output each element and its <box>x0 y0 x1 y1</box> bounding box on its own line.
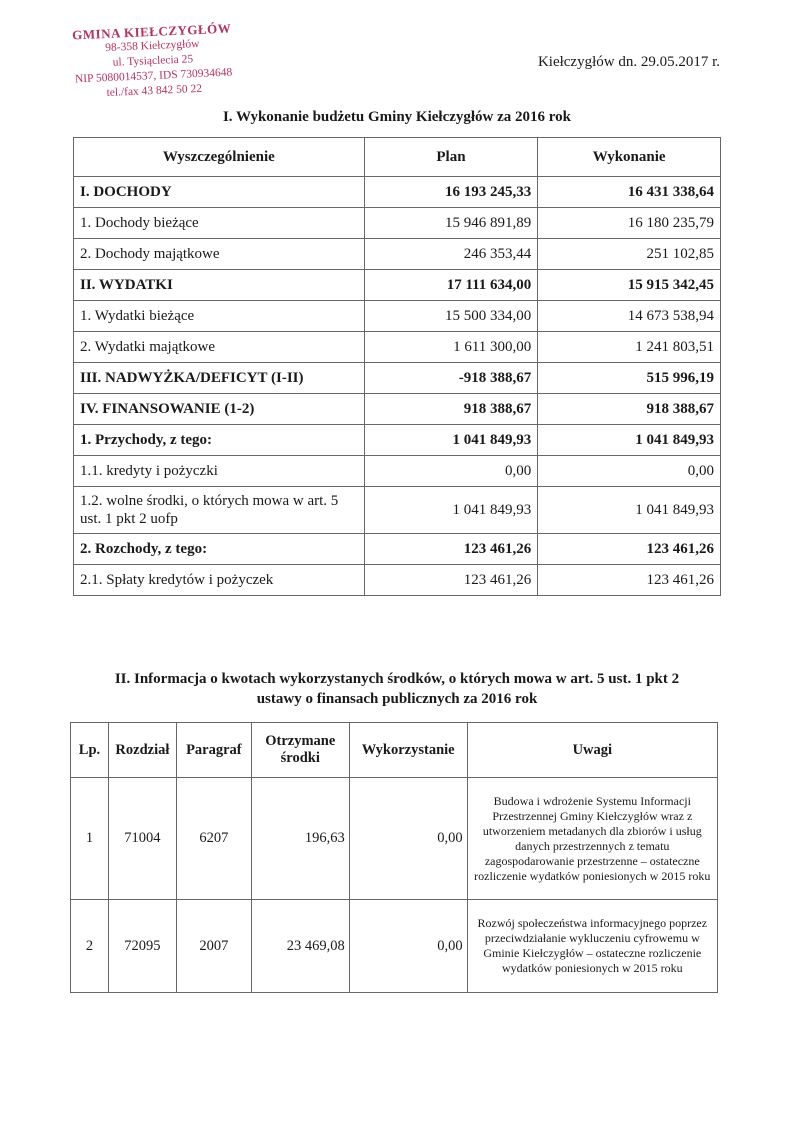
row-plan: 123 461,26 <box>364 534 538 565</box>
table-row <box>74 394 721 425</box>
row-wykonanie: 1 241 803,51 <box>538 332 721 363</box>
row-plan: 246 353,44 <box>364 239 538 270</box>
row-label: 1.1. kredyty i pożyczki <box>74 456 365 487</box>
stamp-street: ul. Tysiąclecia 25 <box>112 53 194 69</box>
header-lp: Lp. <box>71 723 109 778</box>
row-plan: 16 193 245,33 <box>364 177 538 208</box>
table-row <box>71 900 718 993</box>
row-plan: 15 500 334,00 <box>364 301 538 332</box>
row-plan: 1 611 300,00 <box>364 332 538 363</box>
header-otrzymane: Otrzymane środki <box>251 723 349 778</box>
row-plan: 0,00 <box>364 456 538 487</box>
stamp-phone: tel./fax 43 842 50 22 <box>106 82 203 100</box>
table-row <box>74 456 721 487</box>
stamp-name: GMINA KIEŁCZYGŁÓW <box>71 20 232 43</box>
row-rozdzial: 72095 <box>108 900 176 993</box>
funds-table <box>70 722 718 993</box>
header-wykorzystanie: Wykorzystanie <box>349 723 467 778</box>
section2-title-line1: II. Informacja o kwotach wykorzystanych środków, o których mowa w art. 5 ust. 1 pkt 2 <box>114 671 680 687</box>
row-wykonanie: 16 431 338,64 <box>538 177 721 208</box>
table-row <box>74 425 721 456</box>
section2-title-line2: ustawy o finansach publicznych za 2016 rok <box>256 691 538 707</box>
row-label: I. DOCHODY <box>74 177 365 208</box>
row-otrzymane: 196,63 <box>251 778 349 900</box>
header-rozdzial: Rozdział <box>108 723 176 778</box>
header-wykonanie: Wykonanie <box>538 138 721 177</box>
row-wykonanie: 16 180 235,79 <box>538 208 721 239</box>
row-label: 2.1. Spłaty kredytów i pożyczek <box>74 565 365 596</box>
row-plan: 918 388,67 <box>364 394 538 425</box>
section1-title: I. Wykonanie budżetu Gminy Kiełczygłów za 2016 rok <box>222 109 572 125</box>
stamp-nip: NIP 5080014537, IDS 730934648 <box>74 66 233 86</box>
row-lp: 1 <box>71 778 109 900</box>
table-row <box>74 177 721 208</box>
funds-table-header <box>71 723 718 778</box>
row-wykonanie: 14 673 538,94 <box>538 301 721 332</box>
table-row <box>74 270 721 301</box>
row-wykonanie: 918 388,67 <box>538 394 721 425</box>
row-plan: -918 388,67 <box>364 363 538 394</box>
row-label: IV. FINANSOWANIE (1-2) <box>74 394 365 425</box>
row-wykonanie: 515 996,19 <box>538 363 721 394</box>
row-wykonanie: 123 461,26 <box>538 565 721 596</box>
row-lp: 2 <box>71 900 109 993</box>
budget-table <box>73 137 721 596</box>
row-paragraf: 6207 <box>176 778 251 900</box>
table-row <box>74 363 721 394</box>
row-label: 1. Przychody, z tego: <box>74 425 365 456</box>
row-label: 2. Dochody majątkowe <box>74 239 365 270</box>
row-wykonanie: 0,00 <box>538 456 721 487</box>
row-label: 1.2. wolne środki, o których mowa w art. 5 ust. 1 pkt 2 uofp <box>74 487 365 534</box>
row-wykonanie: 1 041 849,93 <box>538 425 721 456</box>
table-row <box>74 208 721 239</box>
row-uwagi: Rozwój społeczeństwa informacyjnego poprzez przeciwdziałanie wykluczeniu cyfrowemu w Gminie Kiełczygłów – ostateczne rozliczenie wydatków poniesionych w 2015 roku <box>467 900 717 993</box>
budget-table-header <box>74 138 721 177</box>
row-uwagi: Budowa i wdrożenie Systemu Informacji Przestrzennej Gminy Kiełczygłów wraz z utworzeniem metadanych dla zbiorów i usług danych przestrzennych z tematu zagospodarowanie przestrzenne – ostateczne rozliczenie wydatków poniesionych w 2015 roku <box>467 778 717 900</box>
row-wykonanie: 123 461,26 <box>538 534 721 565</box>
row-label: 1. Dochody bieżące <box>74 208 365 239</box>
row-wykonanie: 15 915 342,45 <box>538 270 721 301</box>
row-otrzymane: 23 469,08 <box>251 900 349 993</box>
row-plan: 1 041 849,93 <box>364 487 538 534</box>
table-row <box>74 301 721 332</box>
header-wyszczegolnienie: Wyszczególnienie <box>74 138 365 177</box>
row-label: II. WYDATKI <box>74 270 365 301</box>
row-plan: 15 946 891,89 <box>364 208 538 239</box>
row-plan: 1 041 849,93 <box>364 425 538 456</box>
header-paragraf: Paragraf <box>176 723 251 778</box>
table-row <box>74 487 721 534</box>
row-plan: 123 461,26 <box>364 565 538 596</box>
row-wykonanie: 1 041 849,93 <box>538 487 721 534</box>
municipality-stamp <box>56 20 249 103</box>
stamp-postcode: 98-358 Kiełczygłów <box>104 37 200 55</box>
table-row <box>74 565 721 596</box>
row-rozdzial: 71004 <box>108 778 176 900</box>
row-label: 2. Rozchody, z tego: <box>74 534 365 565</box>
header-plan: Plan <box>364 138 538 177</box>
section2-title <box>80 669 714 709</box>
table-row <box>71 778 718 900</box>
table-row <box>74 239 721 270</box>
table-row <box>74 534 721 565</box>
row-label: 2. Wydatki majątkowe <box>74 332 365 363</box>
row-wykonanie: 251 102,85 <box>538 239 721 270</box>
row-wykorzystanie: 0,00 <box>349 778 467 900</box>
row-label: III. NADWYŻKA/DEFICYT (I-II) <box>74 363 365 394</box>
table-row <box>74 332 721 363</box>
document-date: Kiełczygłów dn. 29.05.2017 r. <box>537 54 720 70</box>
row-paragraf: 2007 <box>176 900 251 993</box>
row-label: 1. Wydatki bieżące <box>74 301 365 332</box>
row-wykorzystanie: 0,00 <box>349 900 467 993</box>
header-uwagi: Uwagi <box>467 723 717 778</box>
row-plan: 17 111 634,00 <box>364 270 538 301</box>
